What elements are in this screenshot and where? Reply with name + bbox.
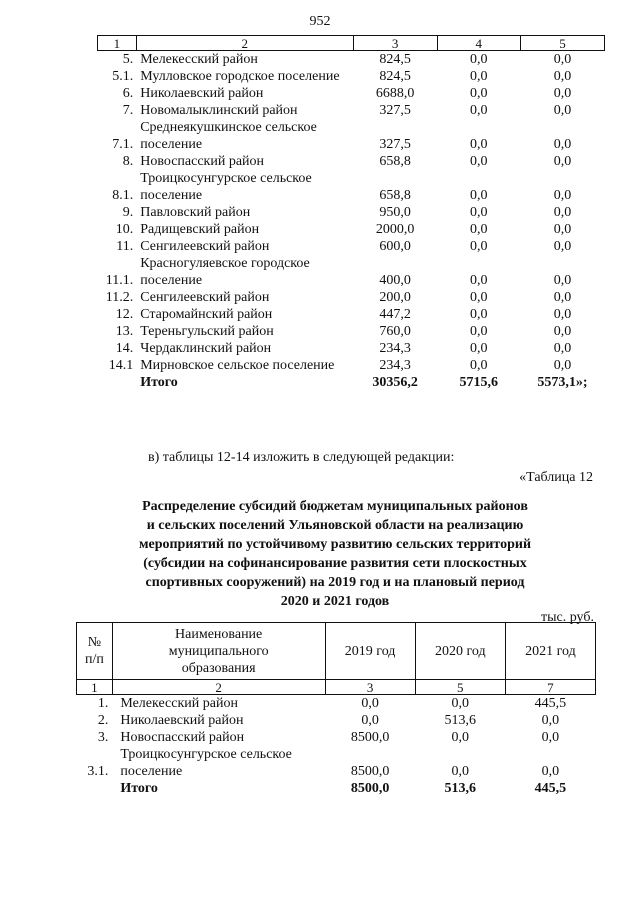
value-2019: 0,0	[361, 713, 379, 728]
table-row	[98, 323, 605, 340]
value-2020: 0,0	[470, 205, 488, 220]
row-number: 5.1.	[112, 69, 134, 84]
table-title	[100, 497, 570, 611]
row-number: 2.	[97, 713, 109, 728]
municipality-name: Новоспасский район	[120, 730, 245, 745]
value-2020: 0,0	[470, 358, 488, 373]
value-2019: 400,0	[379, 273, 411, 288]
row-number: 7.1.	[112, 137, 134, 152]
municipality-name: Красногуляевское городское поселение	[140, 256, 310, 288]
total-value-2021: 5573,1»;	[537, 375, 588, 390]
value-2020: 0,0	[470, 103, 488, 118]
value-2019: 327,5	[379, 137, 411, 152]
title-line: и сельских поселений Ульяновской области на реализацию	[146, 518, 524, 533]
column-number: 7	[505, 680, 595, 695]
row-number: 3.	[97, 730, 109, 745]
value-2021: 0,0	[541, 764, 560, 779]
column-number: 5	[415, 680, 505, 695]
value-2020: 0,0	[470, 86, 488, 101]
allocation-table-continued	[97, 35, 605, 391]
value-2019: 760,0	[379, 324, 411, 339]
value-2020: 0,0	[451, 696, 470, 711]
value-2019: 950,0	[379, 205, 411, 220]
column-number: 5	[521, 36, 605, 51]
header-municipality	[112, 623, 325, 680]
value-2021: 0,0	[553, 154, 572, 169]
value-2019: 2000,0	[375, 222, 415, 237]
value-2020: 0,0	[470, 222, 488, 237]
value-2020: 0,0	[470, 154, 488, 169]
value-2020: 0,0	[470, 52, 488, 67]
municipality-name: Троицкосунгурское сельское поселение	[140, 171, 312, 203]
value-2021: 0,0	[553, 52, 572, 67]
table-row	[98, 306, 605, 323]
row-number: 10.	[115, 222, 134, 237]
table-row	[77, 729, 596, 746]
municipality-name: Мелекесский район	[120, 696, 238, 711]
value-2019: 234,3	[379, 358, 411, 373]
value-2021: 0,0	[553, 324, 572, 339]
value-2020: 0,0	[470, 307, 488, 322]
column-number: 2	[112, 680, 325, 695]
value-2020: 0,0	[470, 188, 488, 203]
total-row	[77, 780, 596, 797]
header-name-line: образования	[181, 660, 256, 676]
table-row	[77, 712, 596, 729]
value-2021: 0,0	[553, 188, 572, 203]
title-line: мероприятий по устойчивому развитию сельских территорий	[138, 537, 532, 552]
municipality-name: Мулловское городское поселение	[140, 69, 340, 84]
row-number: 12.	[115, 307, 134, 322]
value-2020: 0,0	[451, 730, 470, 745]
value-2019: 447,2	[379, 307, 411, 322]
header-year-2019: 2019 год	[325, 623, 415, 680]
header-year-2020: 2020 год	[415, 623, 505, 680]
value-2021: 0,0	[553, 239, 572, 254]
page-number: 952	[309, 14, 331, 29]
table-row	[98, 68, 605, 85]
header-number	[77, 623, 113, 680]
municipality-name: Сенгилеевский район	[140, 290, 270, 305]
value-2021: 0,0	[541, 713, 560, 728]
row-number: 6.	[122, 86, 134, 101]
value-2019: 0,0	[361, 696, 379, 711]
value-2021: 0,0	[553, 358, 572, 373]
municipality-name: Чердаклинский район	[140, 341, 272, 356]
row-number: 3.1.	[87, 764, 109, 779]
total-value-2020: 513,6	[444, 781, 477, 796]
row-number: 8.	[122, 154, 134, 169]
table-row	[98, 204, 605, 221]
value-2021: 0,0	[553, 222, 572, 237]
table-row	[98, 170, 605, 204]
municipality-name: Новомалыклинский район	[140, 103, 298, 118]
municipality-name: Мелекесский район	[140, 52, 258, 67]
municipality-name: Сенгилеевский район	[140, 239, 270, 254]
total-label: Итого	[140, 375, 178, 390]
row-number: 9.	[122, 205, 134, 220]
value-2021: 0,0	[553, 205, 572, 220]
total-value-2020: 5715,6	[459, 375, 499, 390]
total-value-2019: 30356,2	[372, 375, 418, 390]
row-number: 8.1.	[112, 188, 134, 203]
row-number: 1.	[97, 696, 109, 711]
value-2021: 0,0	[553, 273, 572, 288]
municipality-name: Николаевский район	[140, 86, 264, 101]
row-number: 11.	[116, 239, 134, 254]
table-caption: «Таблица 12	[519, 470, 593, 485]
value-2020: 0,0	[470, 69, 488, 84]
value-2020: 0,0	[470, 341, 488, 356]
municipality-name: Павловский район	[140, 205, 251, 220]
value-2019: 327,5	[379, 103, 411, 118]
value-2021: 0,0	[541, 730, 560, 745]
value-2021: 445,5	[534, 696, 567, 711]
table-row	[98, 102, 605, 119]
column-number: 3	[325, 680, 415, 695]
table-row	[98, 153, 605, 170]
header-number-line: п/п	[84, 652, 104, 667]
value-2019: 824,5	[379, 52, 411, 67]
table-row	[98, 221, 605, 238]
value-2021: 0,0	[553, 103, 572, 118]
amendment-note: в) таблицы 12-14 изложить в следующей редакции:	[148, 450, 455, 465]
value-2019: 6688,0	[375, 86, 415, 101]
municipality-name: Среднеякушкинское сельское поселение	[140, 120, 317, 152]
value-2019: 234,3	[379, 341, 411, 356]
column-number-row	[77, 680, 596, 695]
header-row	[77, 623, 596, 680]
value-2020: 0,0	[470, 273, 488, 288]
table-row	[98, 238, 605, 255]
table-row	[98, 289, 605, 306]
value-2019: 8500,0	[350, 764, 390, 779]
column-number: 1	[77, 680, 113, 695]
value-2020: 0,0	[470, 290, 488, 305]
value-2019: 8500,0	[350, 730, 390, 745]
value-2021: 0,0	[553, 290, 572, 305]
value-2020: 0,0	[470, 137, 488, 152]
column-number-row	[98, 36, 605, 51]
row-number: 13.	[115, 324, 134, 339]
title-line: спортивных сооружений) на 2019 год и на плановый период	[145, 575, 525, 590]
row-number: 5.	[122, 52, 134, 67]
table-row	[77, 746, 596, 780]
value-2019: 200,0	[379, 290, 411, 305]
value-2020: 0,0	[451, 764, 470, 779]
table-row	[98, 51, 605, 69]
subsidy-table	[76, 622, 596, 797]
header-year-2021: 2021 год	[505, 623, 595, 680]
value-2021: 0,0	[553, 307, 572, 322]
title-line: Распределение субсидий бюджетам муниципальных районов	[142, 499, 528, 514]
header-name-line: Наименование	[175, 626, 263, 642]
value-2021: 0,0	[553, 341, 572, 356]
municipality-name: Троицкосунгурское сельское поселение	[120, 747, 292, 779]
value-2021: 0,0	[553, 69, 572, 84]
municipality-name: Радищевский район	[140, 222, 260, 237]
column-number: 2	[136, 36, 353, 51]
table-row	[98, 119, 605, 153]
column-number: 3	[353, 36, 437, 51]
unit-label: тыс. руб.	[541, 610, 594, 625]
value-2019: 658,8	[379, 188, 411, 203]
total-value-2019: 8500,0	[350, 781, 390, 796]
value-2020: 0,0	[470, 239, 488, 254]
value-2021: 0,0	[553, 137, 572, 152]
row-number: 11.2.	[105, 290, 134, 305]
table-row	[98, 255, 605, 289]
value-2019: 600,0	[379, 239, 411, 254]
municipality-name: Старомайнский район	[140, 307, 273, 322]
header-name-line: муниципального	[168, 643, 269, 659]
total-row	[98, 374, 605, 391]
value-2019: 658,8	[379, 154, 411, 169]
row-number: 11.1.	[105, 273, 134, 288]
municipality-name: Тереньгульский район	[140, 324, 274, 339]
row-number: 7.	[122, 103, 134, 118]
row-number: 14.	[115, 341, 134, 356]
header-number-line: №	[87, 635, 102, 650]
municipality-name: Новоспасский район	[140, 154, 265, 169]
total-label: Итого	[120, 781, 158, 796]
municipality-name: Мирновское сельское поселение	[140, 358, 335, 373]
title-line: (субсидии на софинансирование развития сети плоскостных	[143, 556, 527, 571]
municipality-name: Николаевский район	[120, 713, 244, 728]
table-row	[98, 85, 605, 102]
value-2020: 0,0	[470, 324, 488, 339]
value-2021: 0,0	[553, 86, 572, 101]
column-number: 4	[437, 36, 521, 51]
column-number: 1	[98, 36, 137, 51]
value-2019: 824,5	[379, 69, 411, 84]
table-row	[77, 695, 596, 713]
table-row	[98, 357, 605, 374]
row-number: 14.1	[108, 358, 134, 373]
value-2020: 513,6	[444, 713, 477, 728]
total-value-2021: 445,5	[534, 781, 567, 796]
title-line: 2020 и 2021 годов	[280, 594, 390, 609]
table-row	[98, 340, 605, 357]
